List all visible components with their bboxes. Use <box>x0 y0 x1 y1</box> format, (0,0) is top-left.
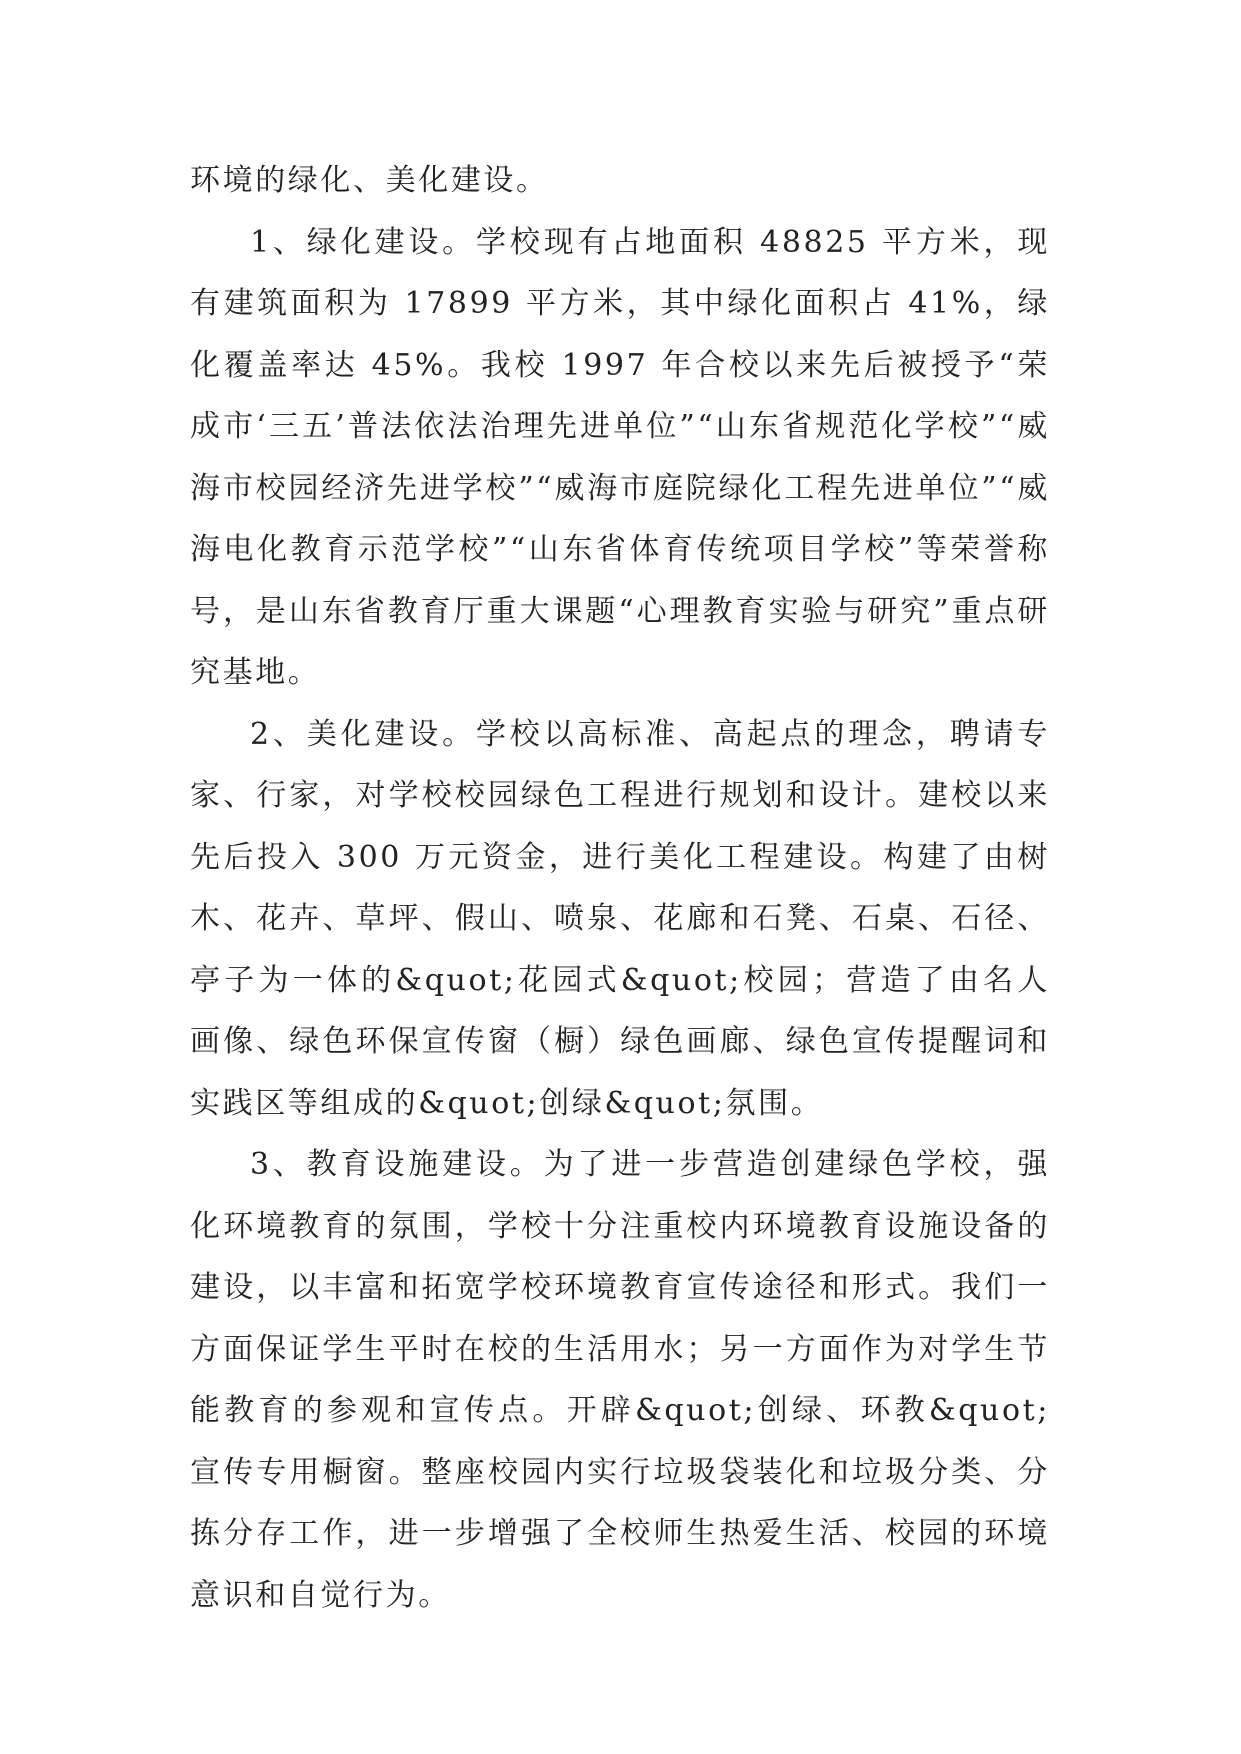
paragraph-intro-tail: 环境的绿化、美化建设。 <box>190 163 549 198</box>
document-body <box>190 150 1050 1626</box>
paragraph-facilities: 3、教育设施建设。为了进一步营造创建绿色学校，强化环境教育的氛围，学校十分注重校内环境教育设施设备的建设，以丰富和拓宽学校环境教育宣传途径和形式。我们一方面保证学生平时在校的生活用水；另一方面作为对学生节能教育的参观和宣传点。开辟&quot;创绿、环教&quot;宣传专用橱窗。整座校园内实行垃圾袋装化和垃圾分类、分拣分存工作，进一步增强了全校师生热爱生活、校园的环境意识和自觉行为。 <box>190 1147 1050 1613</box>
paragraph-greening: 1、绿化建设。学校现有占地面积 48825 平方米，现有建筑面积为 17899 平方米，其中绿化面积占 41%，绿化覆盖率达 45%。我校 1997 年合校以来先后被授予“荣成市‘三五’普法依法治理先进单位”“山东省规范化学校”“威海市校园经济先进学校”“威海市庭院绿化工程先进单位”“威海电化教育示范学校”“山东省体育传统项目学校”等荣誉称号，是山东省教育厅重大课题“心理教育实验与研究”重点研究基地。 <box>190 224 1050 690</box>
paragraph-beautification: 2、美化建设。学校以高标准、高起点的理念，聘请专家、行家，对学校校园绿色工程进行规划和设计。建校以来先后投入 300 万元资金，进行美化工程建设。构建了由树木、花卉、草坪、假山、喷泉、花廊和石凳、石桌、石径、亭子为一体的&quot;花园式&quot;校园；营造了由名人画像、绿色环保宣传窗（橱）绿色画廊、绿色宣传提醒词和实践区等组成的&quot;创绿&quot;氛围。 <box>190 716 1050 1121</box>
